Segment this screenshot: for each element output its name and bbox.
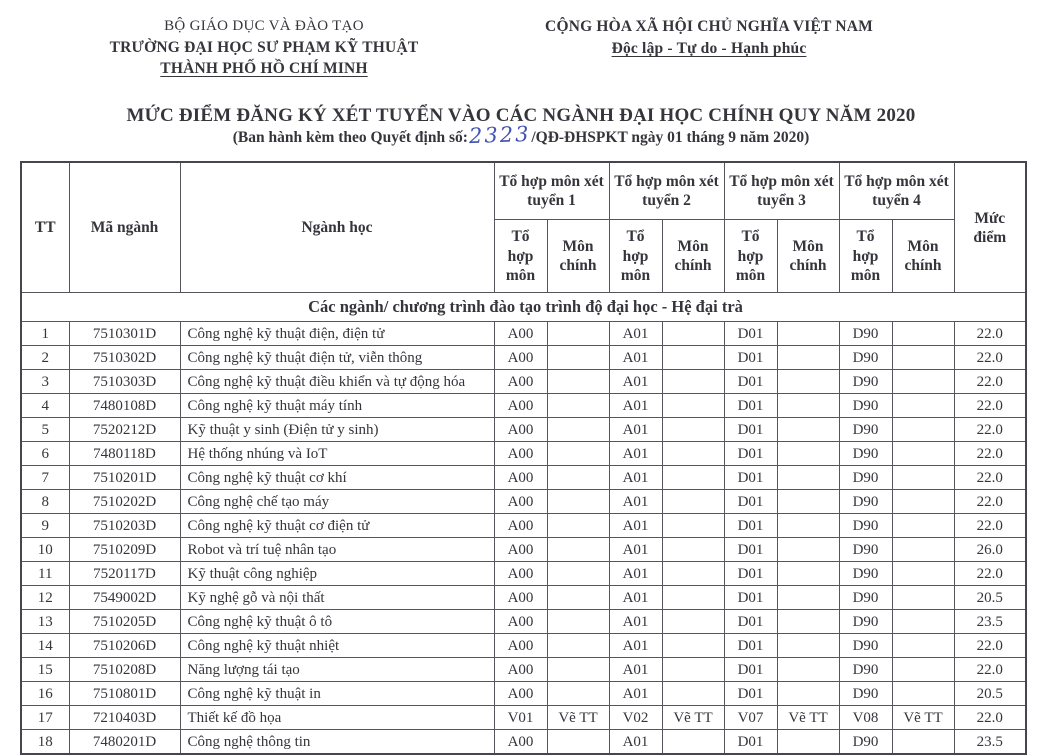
cell-to-hop-mon-1: A00 [494, 634, 547, 658]
cell-to-hop-mon-3: V07 [724, 706, 777, 730]
table-row [21, 322, 1026, 346]
document-subtitle [0, 122, 1042, 149]
cell-mon-chinh-1 [547, 442, 609, 466]
cell-to-hop-mon-1: A00 [494, 442, 547, 466]
cell-nganh-hoc: Công nghệ kỹ thuật cơ khí [180, 466, 494, 490]
cell-mon-chinh-1 [547, 586, 609, 610]
cell-to-hop-mon-2: A01 [609, 682, 662, 706]
cell-to-hop-mon-3: D01 [724, 394, 777, 418]
cell-to-hop-mon-4: D90 [839, 586, 892, 610]
cell-to-hop-mon-2: A01 [609, 610, 662, 634]
cell-muc-diem: 22.0 [954, 514, 1026, 538]
cell-tt: 8 [21, 490, 69, 514]
cell-to-hop-mon-1: A00 [494, 514, 547, 538]
table-row [21, 706, 1026, 730]
cell-ma-nganh: 7210403D [69, 706, 180, 730]
cell-mon-chinh-1: Vẽ TT [547, 706, 609, 730]
cell-mon-chinh-3 [777, 442, 839, 466]
cell-tt: 9 [21, 514, 69, 538]
cell-to-hop-mon-2: A01 [609, 490, 662, 514]
cell-mon-chinh-4 [892, 610, 954, 634]
cell-to-hop-mon-4: D90 [839, 394, 892, 418]
col-header-group-3: Tổ hợp môn xét tuyển 3 [724, 162, 839, 220]
cell-to-hop-mon-4: D90 [839, 634, 892, 658]
cell-mon-chinh-1 [547, 322, 609, 346]
cell-mon-chinh-1 [547, 562, 609, 586]
cell-to-hop-mon-1: A00 [494, 322, 547, 346]
cell-mon-chinh-2 [662, 322, 724, 346]
cell-ma-nganh: 7510203D [69, 514, 180, 538]
cell-nganh-hoc: Kỹ nghệ gỗ và nội thất [180, 586, 494, 610]
cell-mon-chinh-2 [662, 394, 724, 418]
cell-tt: 13 [21, 610, 69, 634]
national-title: CỘNG HÒA XÃ HỘI CHỦ NGHĨA VIỆT NAM [545, 18, 873, 35]
cell-ma-nganh: 7510209D [69, 538, 180, 562]
col-header-to-hop-mon-2: Tổ hợp môn [609, 220, 662, 293]
cell-ma-nganh: 7520212D [69, 418, 180, 442]
cell-tt: 17 [21, 706, 69, 730]
cell-mon-chinh-4 [892, 538, 954, 562]
col-header-mon-chinh-1: Môn chính [547, 220, 609, 293]
table-header [21, 162, 1026, 293]
cell-nganh-hoc: Công nghệ kỹ thuật điện, điện tử [180, 322, 494, 346]
cell-mon-chinh-2 [662, 346, 724, 370]
cell-to-hop-mon-4: D90 [839, 322, 892, 346]
cell-muc-diem: 22.0 [954, 418, 1026, 442]
cell-to-hop-mon-2: A01 [609, 586, 662, 610]
title-block [0, 105, 1042, 147]
cell-mon-chinh-3 [777, 418, 839, 442]
national-motto: Độc lập - Tự do - Hạnh phúc [611, 40, 807, 57]
section-title: Các ngành/ chương trình đào tạo trình độ đại học - Hệ đại trà [21, 293, 1026, 322]
cell-to-hop-mon-1: A00 [494, 586, 547, 610]
cell-mon-chinh-2 [662, 610, 724, 634]
cell-to-hop-mon-4: D90 [839, 682, 892, 706]
cell-to-hop-mon-3: D01 [724, 370, 777, 394]
cell-mon-chinh-1 [547, 538, 609, 562]
cell-to-hop-mon-1: A00 [494, 466, 547, 490]
document-title: MỨC ĐIỂM ĐĂNG KÝ XÉT TUYỂN VÀO CÁC NGÀNH ĐẠI HỌC CHÍNH QUY NĂM 2020 [126, 105, 916, 127]
col-header-to-hop-mon-4: Tổ hợp môn [839, 220, 892, 293]
cell-to-hop-mon-2: A01 [609, 418, 662, 442]
col-header-ma-nganh: Mã ngành [69, 162, 180, 293]
cell-ma-nganh: 7480118D [69, 442, 180, 466]
handwritten-decision-number: 2323 [468, 122, 531, 149]
cell-mon-chinh-3 [777, 562, 839, 586]
cell-mon-chinh-3 [777, 610, 839, 634]
cell-mon-chinh-4 [892, 730, 954, 755]
cell-mon-chinh-2 [662, 634, 724, 658]
col-header-mon-chinh-2: Môn chính [662, 220, 724, 293]
cell-mon-chinh-4 [892, 562, 954, 586]
cell-muc-diem: 22.0 [954, 394, 1026, 418]
cell-to-hop-mon-3: D01 [724, 538, 777, 562]
table-row [21, 466, 1026, 490]
cell-to-hop-mon-3: D01 [724, 466, 777, 490]
cell-mon-chinh-3 [777, 370, 839, 394]
cell-to-hop-mon-1: A00 [494, 610, 547, 634]
cell-mon-chinh-4 [892, 442, 954, 466]
cell-tt: 3 [21, 370, 69, 394]
admission-score-table [20, 161, 1027, 755]
cell-mon-chinh-4 [892, 394, 954, 418]
cell-to-hop-mon-3: D01 [724, 730, 777, 755]
cell-mon-chinh-4 [892, 466, 954, 490]
cell-to-hop-mon-1: A00 [494, 370, 547, 394]
cell-to-hop-mon-4: D90 [839, 346, 892, 370]
cell-to-hop-mon-3: D01 [724, 514, 777, 538]
cell-tt: 7 [21, 466, 69, 490]
table-row [21, 394, 1026, 418]
subtitle-prefix: (Ban hành kèm theo Quyết định số: [232, 129, 468, 147]
cell-mon-chinh-4 [892, 514, 954, 538]
cell-to-hop-mon-1: A00 [494, 682, 547, 706]
cell-to-hop-mon-2: A01 [609, 370, 662, 394]
cell-mon-chinh-4 [892, 658, 954, 682]
letterhead [0, 16, 1042, 79]
cell-nganh-hoc: Thiết kế đồ họa [180, 706, 494, 730]
cell-nganh-hoc: Công nghệ kỹ thuật nhiệt [180, 634, 494, 658]
cell-muc-diem: 22.0 [954, 562, 1026, 586]
cell-nganh-hoc: Công nghệ kỹ thuật in [180, 682, 494, 706]
table-row [21, 730, 1026, 755]
cell-tt: 2 [21, 346, 69, 370]
cell-nganh-hoc: Công nghệ kỹ thuật ô tô [180, 610, 494, 634]
cell-mon-chinh-4 [892, 370, 954, 394]
cell-to-hop-mon-1: A00 [494, 394, 547, 418]
table-row [21, 610, 1026, 634]
cell-to-hop-mon-2: A01 [609, 658, 662, 682]
cell-to-hop-mon-4: D90 [839, 490, 892, 514]
cell-to-hop-mon-3: D01 [724, 418, 777, 442]
cell-mon-chinh-1 [547, 490, 609, 514]
cell-to-hop-mon-4: D90 [839, 658, 892, 682]
cell-to-hop-mon-3: D01 [724, 586, 777, 610]
cell-ma-nganh: 7510301D [69, 322, 180, 346]
cell-to-hop-mon-1: V01 [494, 706, 547, 730]
cell-mon-chinh-1 [547, 418, 609, 442]
table-row [21, 514, 1026, 538]
cell-mon-chinh-2 [662, 466, 724, 490]
cell-to-hop-mon-2: A01 [609, 466, 662, 490]
table-row [21, 586, 1026, 610]
cell-mon-chinh-4 [892, 682, 954, 706]
table-row [21, 442, 1026, 466]
cell-to-hop-mon-2: A01 [609, 514, 662, 538]
cell-to-hop-mon-3: D01 [724, 346, 777, 370]
cell-nganh-hoc: Công nghệ kỹ thuật điều khiển và tự động hóa [180, 370, 494, 394]
cell-mon-chinh-3 [777, 730, 839, 755]
cell-nganh-hoc: Năng lượng tái tạo [180, 658, 494, 682]
cell-ma-nganh: 7510202D [69, 490, 180, 514]
cell-to-hop-mon-2: A01 [609, 346, 662, 370]
cell-ma-nganh: 7510206D [69, 634, 180, 658]
cell-mon-chinh-3 [777, 514, 839, 538]
cell-mon-chinh-3 [777, 322, 839, 346]
cell-muc-diem: 22.0 [954, 442, 1026, 466]
university-name: TRƯỜNG ĐẠI HỌC SƯ PHẠM KỸ THUẬT [109, 38, 419, 56]
cell-mon-chinh-2 [662, 682, 724, 706]
cell-tt: 16 [21, 682, 69, 706]
cell-mon-chinh-2 [662, 538, 724, 562]
cell-mon-chinh-4 [892, 634, 954, 658]
issuer-block [80, 16, 448, 79]
cell-ma-nganh: 7510205D [69, 610, 180, 634]
cell-to-hop-mon-4: D90 [839, 562, 892, 586]
cell-nganh-hoc: Công nghệ chế tạo máy [180, 490, 494, 514]
cell-to-hop-mon-3: D01 [724, 322, 777, 346]
cell-to-hop-mon-4: D90 [839, 610, 892, 634]
table-row [21, 658, 1026, 682]
cell-nganh-hoc: Công nghệ kỹ thuật cơ điện tử [180, 514, 494, 538]
subtitle-suffix: /QĐ-ĐHSPKT ngày 01 tháng 9 năm 2020) [531, 129, 810, 147]
cell-muc-diem: 22.0 [954, 706, 1026, 730]
cell-to-hop-mon-2: A01 [609, 538, 662, 562]
cell-to-hop-mon-2: A01 [609, 442, 662, 466]
university-city: THÀNH PHỐ HỒ CHÍ MINH [160, 60, 368, 78]
cell-ma-nganh: 7510201D [69, 466, 180, 490]
cell-to-hop-mon-4: D90 [839, 730, 892, 755]
cell-to-hop-mon-2: A01 [609, 322, 662, 346]
cell-tt: 5 [21, 418, 69, 442]
cell-mon-chinh-2: Vẽ TT [662, 706, 724, 730]
cell-to-hop-mon-3: D01 [724, 442, 777, 466]
cell-to-hop-mon-4: D90 [839, 418, 892, 442]
cell-ma-nganh: 7480201D [69, 730, 180, 755]
cell-nganh-hoc: Hệ thống nhúng và IoT [180, 442, 494, 466]
cell-mon-chinh-2 [662, 370, 724, 394]
cell-muc-diem: 26.0 [954, 538, 1026, 562]
cell-ma-nganh: 7510302D [69, 346, 180, 370]
cell-mon-chinh-4 [892, 418, 954, 442]
col-header-nganh-hoc: Ngành học [180, 162, 494, 293]
cell-to-hop-mon-2: A01 [609, 730, 662, 755]
col-header-to-hop-mon-3: Tổ hợp môn [724, 220, 777, 293]
cell-mon-chinh-1 [547, 394, 609, 418]
cell-muc-diem: 22.0 [954, 658, 1026, 682]
cell-to-hop-mon-3: D01 [724, 658, 777, 682]
cell-ma-nganh: 7480108D [69, 394, 180, 418]
cell-to-hop-mon-2: V02 [609, 706, 662, 730]
cell-nganh-hoc: Công nghệ kỹ thuật điện tử, viễn thông [180, 346, 494, 370]
cell-mon-chinh-3 [777, 538, 839, 562]
cell-nganh-hoc: Kỹ thuật công nghiệp [180, 562, 494, 586]
cell-mon-chinh-3 [777, 466, 839, 490]
cell-mon-chinh-3 [777, 394, 839, 418]
cell-muc-diem: 22.0 [954, 322, 1026, 346]
cell-ma-nganh: 7510208D [69, 658, 180, 682]
cell-to-hop-mon-1: A00 [494, 562, 547, 586]
cell-mon-chinh-3 [777, 346, 839, 370]
table-row [21, 490, 1026, 514]
cell-mon-chinh-2 [662, 418, 724, 442]
col-header-group-4: Tổ hợp môn xét tuyển 4 [839, 162, 954, 220]
col-header-to-hop-mon-1: Tổ hợp môn [494, 220, 547, 293]
cell-nganh-hoc: Kỹ thuật y sinh (Điện tử y sinh) [180, 418, 494, 442]
cell-mon-chinh-2 [662, 658, 724, 682]
cell-mon-chinh-4 [892, 322, 954, 346]
cell-mon-chinh-4: Vẽ TT [892, 706, 954, 730]
cell-to-hop-mon-2: A01 [609, 562, 662, 586]
cell-tt: 1 [21, 322, 69, 346]
header-group-row [21, 162, 1026, 220]
cell-to-hop-mon-1: A00 [494, 658, 547, 682]
cell-mon-chinh-2 [662, 514, 724, 538]
table-row [21, 346, 1026, 370]
col-header-mon-chinh-3: Môn chính [777, 220, 839, 293]
cell-mon-chinh-3 [777, 490, 839, 514]
cell-to-hop-mon-3: D01 [724, 634, 777, 658]
cell-mon-chinh-2 [662, 730, 724, 755]
cell-nganh-hoc: Công nghệ thông tin [180, 730, 494, 755]
cell-to-hop-mon-1: A00 [494, 346, 547, 370]
cell-mon-chinh-2 [662, 586, 724, 610]
cell-tt: 4 [21, 394, 69, 418]
cell-muc-diem: 22.0 [954, 370, 1026, 394]
cell-muc-diem: 22.0 [954, 466, 1026, 490]
cell-mon-chinh-1 [547, 682, 609, 706]
table-row [21, 370, 1026, 394]
table-row [21, 538, 1026, 562]
cell-to-hop-mon-1: A00 [494, 418, 547, 442]
col-header-muc-diem: Mức điểm [954, 162, 1026, 293]
cell-mon-chinh-3: Vẽ TT [777, 706, 839, 730]
cell-muc-diem: 20.5 [954, 586, 1026, 610]
cell-mon-chinh-1 [547, 466, 609, 490]
cell-ma-nganh: 7510303D [69, 370, 180, 394]
cell-to-hop-mon-4: D90 [839, 538, 892, 562]
cell-mon-chinh-3 [777, 682, 839, 706]
cell-mon-chinh-1 [547, 370, 609, 394]
cell-tt: 12 [21, 586, 69, 610]
cell-muc-diem: 22.0 [954, 490, 1026, 514]
cell-tt: 6 [21, 442, 69, 466]
cell-mon-chinh-2 [662, 562, 724, 586]
cell-to-hop-mon-2: A01 [609, 394, 662, 418]
cell-nganh-hoc: Công nghệ kỹ thuật máy tính [180, 394, 494, 418]
cell-tt: 18 [21, 730, 69, 755]
cell-to-hop-mon-3: D01 [724, 562, 777, 586]
col-header-group-1: Tổ hợp môn xét tuyển 1 [494, 162, 609, 220]
cell-mon-chinh-4 [892, 346, 954, 370]
table-row [21, 562, 1026, 586]
cell-muc-diem: 22.0 [954, 346, 1026, 370]
cell-to-hop-mon-1: A00 [494, 538, 547, 562]
cell-mon-chinh-1 [547, 730, 609, 755]
cell-mon-chinh-1 [547, 346, 609, 370]
cell-ma-nganh: 7510801D [69, 682, 180, 706]
cell-mon-chinh-4 [892, 490, 954, 514]
cell-muc-diem: 23.5 [954, 730, 1026, 755]
col-header-group-2: Tổ hợp môn xét tuyển 2 [609, 162, 724, 220]
cell-tt: 14 [21, 634, 69, 658]
cell-ma-nganh: 7549002D [69, 586, 180, 610]
cell-to-hop-mon-2: A01 [609, 634, 662, 658]
col-header-tt: TT [21, 162, 69, 293]
ministry-name: BỘ GIÁO DỤC VÀ ĐÀO TẠO [164, 18, 364, 34]
table-body [21, 293, 1026, 755]
table-row [21, 418, 1026, 442]
cell-tt: 11 [21, 562, 69, 586]
cell-ma-nganh: 7520117D [69, 562, 180, 586]
cell-mon-chinh-4 [892, 586, 954, 610]
cell-mon-chinh-2 [662, 442, 724, 466]
cell-muc-diem: 23.5 [954, 610, 1026, 634]
cell-mon-chinh-1 [547, 610, 609, 634]
col-header-mon-chinh-4: Môn chính [892, 220, 954, 293]
cell-mon-chinh-3 [777, 586, 839, 610]
cell-to-hop-mon-4: D90 [839, 466, 892, 490]
cell-mon-chinh-1 [547, 634, 609, 658]
cell-to-hop-mon-3: D01 [724, 490, 777, 514]
cell-to-hop-mon-3: D01 [724, 610, 777, 634]
cell-to-hop-mon-4: D90 [839, 514, 892, 538]
cell-muc-diem: 20.5 [954, 682, 1026, 706]
cell-to-hop-mon-1: A00 [494, 730, 547, 755]
cell-to-hop-mon-4: V08 [839, 706, 892, 730]
table-row [21, 682, 1026, 706]
cell-nganh-hoc: Robot và trí tuệ nhân tạo [180, 538, 494, 562]
cell-mon-chinh-1 [547, 514, 609, 538]
cell-muc-diem: 22.0 [954, 634, 1026, 658]
cell-mon-chinh-1 [547, 658, 609, 682]
cell-to-hop-mon-4: D90 [839, 370, 892, 394]
cell-mon-chinh-3 [777, 634, 839, 658]
cell-tt: 10 [21, 538, 69, 562]
cell-mon-chinh-3 [777, 658, 839, 682]
national-motto-block [514, 16, 904, 60]
cell-tt: 15 [21, 658, 69, 682]
cell-mon-chinh-2 [662, 490, 724, 514]
cell-to-hop-mon-3: D01 [724, 682, 777, 706]
section-header-row [21, 293, 1026, 322]
table-row [21, 634, 1026, 658]
cell-to-hop-mon-1: A00 [494, 490, 547, 514]
cell-to-hop-mon-4: D90 [839, 442, 892, 466]
